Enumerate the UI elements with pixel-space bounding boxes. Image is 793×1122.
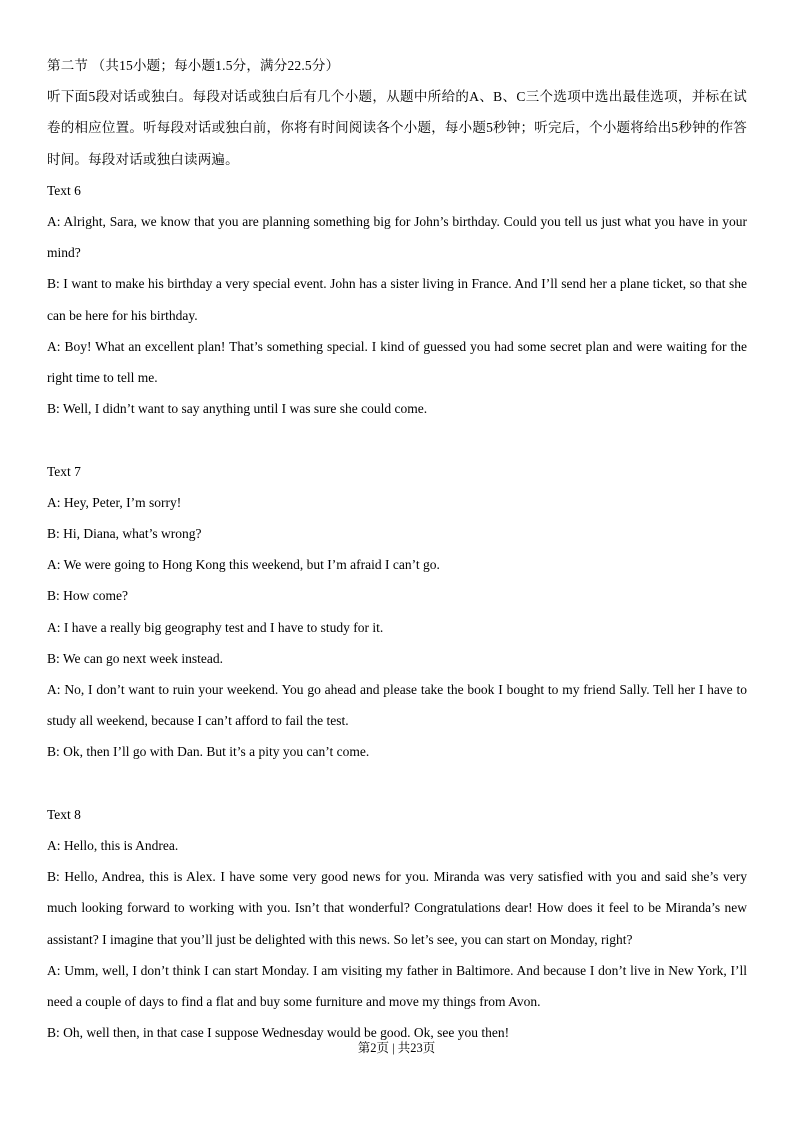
dialogue-line: A: Hey, Peter, I’m sorry! (47, 494, 182, 510)
section-instructions: 听下面5段对话或独白。每段对话或独白后有几个小题，从题中所给的A、B、C三个选项中选出最佳选项，并标在试卷的相应位置。听每段对话或独白前，你将有时间阅读各个小题，每小题5秒钟；听完后，个小题将给出5秒钟的作答时间。每段对话或独白读两遍。 (47, 89, 747, 167)
dialogue-line: B: Ok, then I’ll go with Dan. But it’s a pity you can’t come. (47, 744, 370, 760)
dialogue-line: B: I want to make his birthday a very special event. John has a sister living in France. And I’ll send her a plane ticket, so that she can be here for his birthday. (47, 276, 747, 323)
text-title: Text 7 (47, 463, 81, 479)
dialogue-line: B: We can go next week instead. (47, 650, 223, 666)
dialogue-line: A: Alright, Sara, we know that you are planning something big for John’s birthday. Could you tell us just what you have in your mind? (47, 213, 747, 261)
spacer (47, 768, 747, 799)
spacer (47, 424, 747, 455)
text-title: Text 8 (47, 806, 81, 822)
dialogue-line: A: Hello, this is Andrea. (47, 837, 179, 853)
dialogue-line: B: Well, I didn’t want to say anything until I was sure she could come. (47, 401, 428, 417)
page-footer: 第2页 | 共23页 (357, 1041, 436, 1055)
section-heading: 第二节 （共15小题；每小题1.5分，满分22.5分） (47, 58, 340, 73)
dialogue-line: A: No, I don’t want to ruin your weekend. You go ahead and please take the book I bought to my friend Sally. Tell her I have to study all weekend, because I can’t afford to fail the test. (47, 682, 747, 729)
document-page (47, 50, 747, 1048)
dialogue-line: A: Boy! What an excellent plan! That’s something special. I kind of guessed you had some secret plan and were waiting for the right time to tell me. (47, 338, 747, 385)
dialogue-line: A: I have a really big geography test and I have to study for it. (47, 619, 384, 635)
dialogue-line: B: How come? (47, 588, 128, 604)
text-title: Text 6 (47, 182, 81, 198)
dialogue-line: B: Hello, Andrea, this is Alex. I have some very good news for you. Miranda was very satisfied with you and said she’s very much looking forward to working with you. Isn’t that wonderful? Congratulations dear! How does it feel to be Miranda’s new assistant? I imagine that you’ll just be delighted with this news. So let’s see, you can start on Monday, right? (47, 869, 747, 947)
dialogue-line: A: We were going to Hong Kong this weekend, but I’m afraid I can’t go. (47, 557, 440, 573)
dialogue-line: B: Oh, well then, in that case I suppose Wednesday would be good. Ok, see you then! (47, 1025, 510, 1041)
dialogue-line: B: Hi, Diana, what’s wrong? (47, 525, 202, 541)
dialogue-line: A: Umm, well, I don’t think I can start Monday. I am visiting my father in Baltimore. And because I don’t live in New York, I’ll need a couple of days to find a flat and buy some furniture and move my things from Avon. (47, 962, 747, 1009)
